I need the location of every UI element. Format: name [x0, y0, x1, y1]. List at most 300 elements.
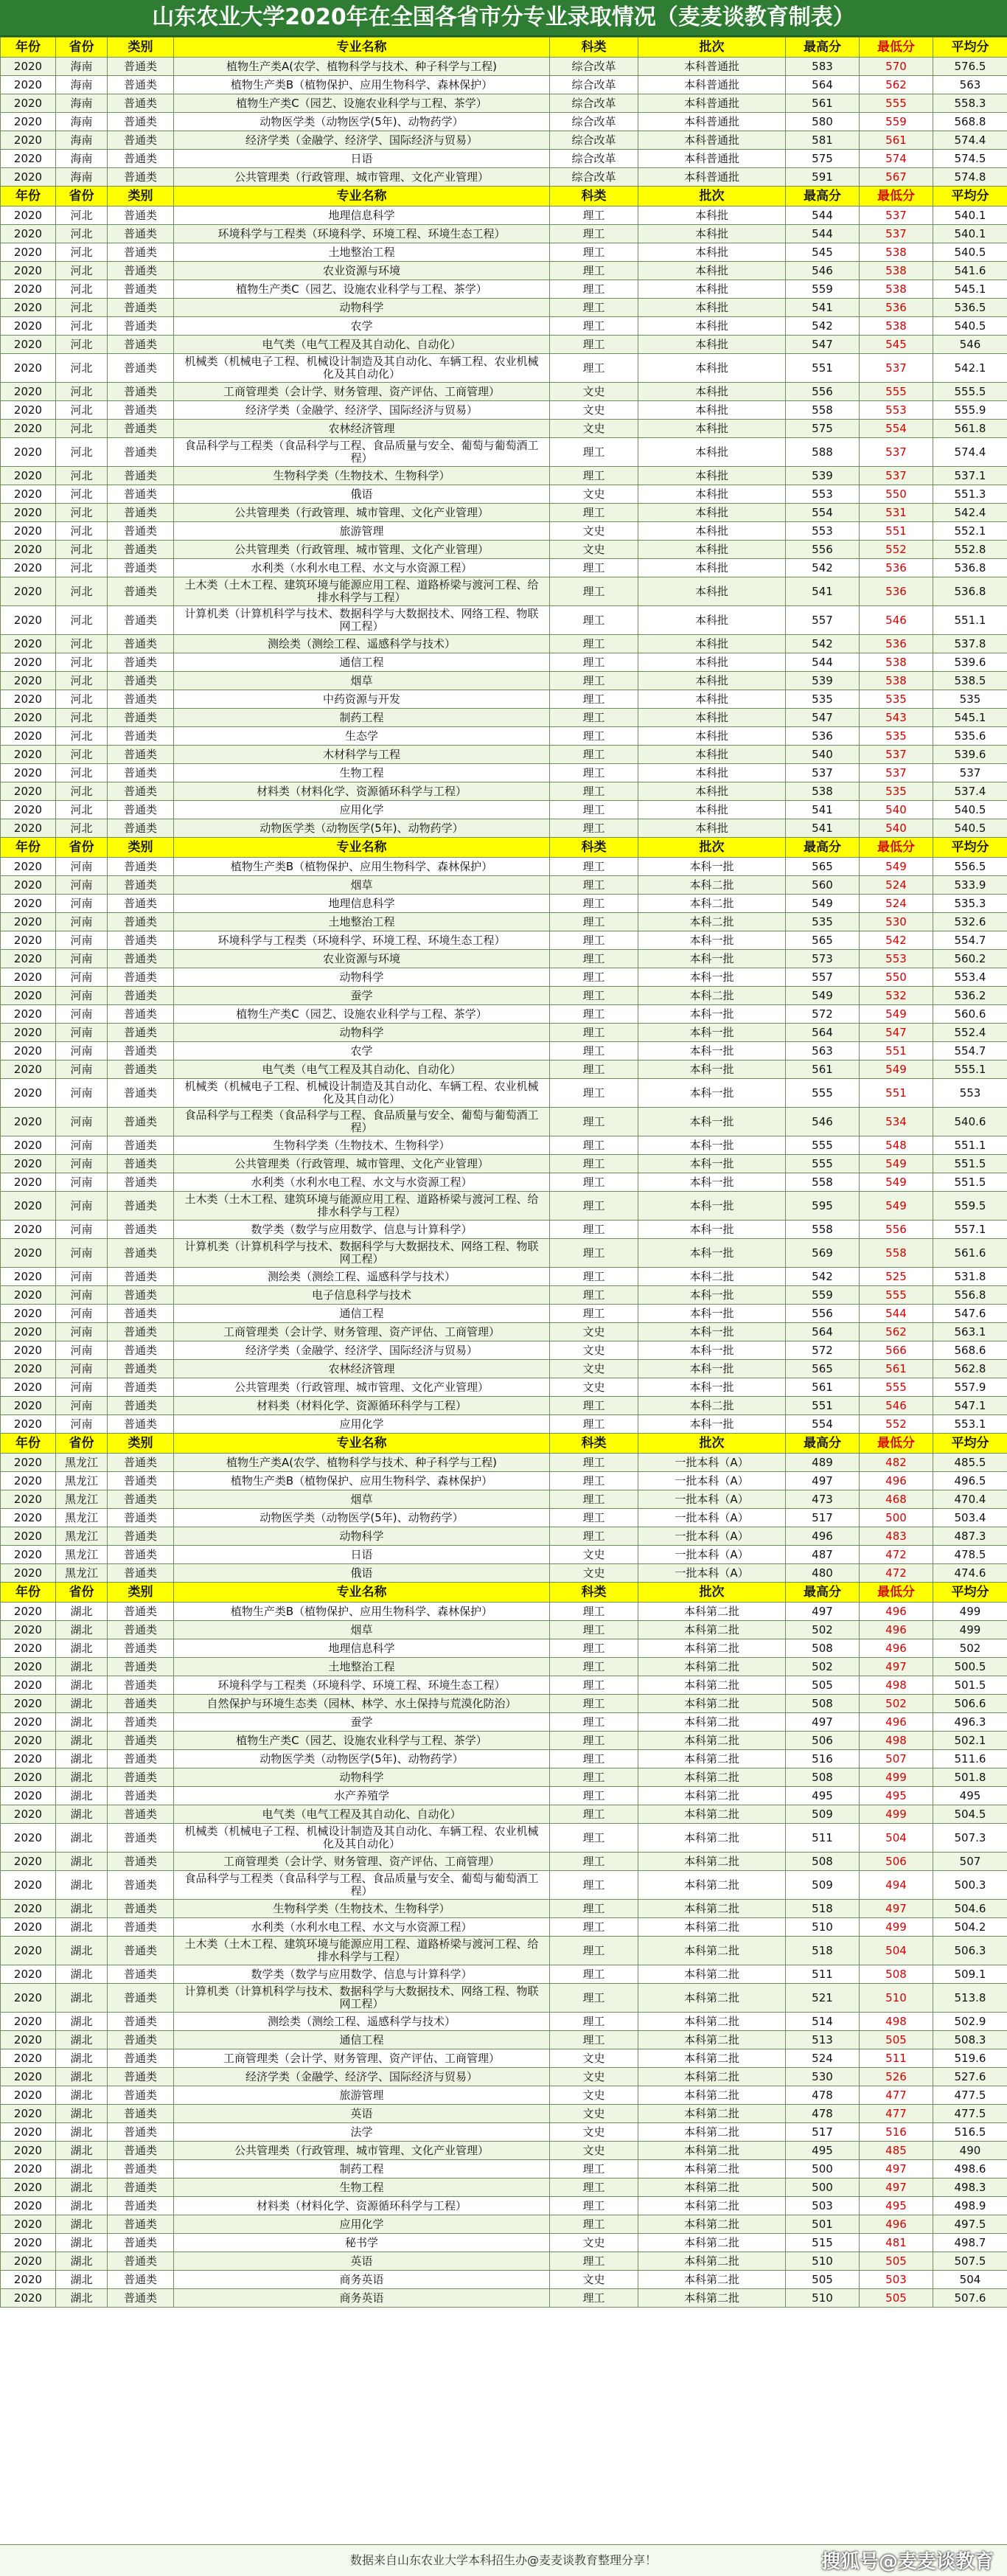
cell-category: 普通类 — [108, 1900, 174, 1918]
cell-subject: 理工 — [550, 206, 638, 225]
cell-min-score: 495 — [860, 1787, 933, 1805]
cell-avg-score: 562.8 — [933, 1360, 1007, 1378]
table-row — [1, 1360, 1007, 1378]
cell-subject: 理工 — [550, 1621, 638, 1639]
cell-min-score: 507 — [860, 1750, 933, 1768]
cell-max-score: 535 — [786, 690, 860, 709]
cell-category: 普通类 — [108, 819, 174, 838]
table-row — [1, 1713, 1007, 1732]
cell-year: 2020 — [1, 1472, 56, 1490]
cell-avg-score: 485.5 — [933, 1454, 1007, 1472]
cell-major: 地理信息科学 — [174, 895, 550, 913]
cell-max-score: 478 — [786, 2086, 860, 2105]
cell-major: 动物科学 — [174, 968, 550, 987]
cell-year: 2020 — [1, 1305, 56, 1323]
cell-avg-score: 531.8 — [933, 1268, 1007, 1286]
cell-min-score: 503 — [860, 2271, 933, 2289]
cell-province: 河南 — [56, 1173, 108, 1192]
cell-max-score: 510 — [786, 2289, 860, 2308]
cell-avg-score: 541.6 — [933, 262, 1007, 280]
header-major: 专业名称 — [174, 1434, 550, 1454]
cell-max-score: 524 — [786, 2049, 860, 2068]
cell-min-score: 537 — [860, 746, 933, 764]
cell-min-score: 536 — [860, 635, 933, 653]
cell-category: 普通类 — [108, 1824, 174, 1853]
table-row — [1, 1527, 1007, 1546]
header-subject: 科类 — [550, 1434, 638, 1454]
cell-major: 经济学类（金融学、经济学、国际经济与贸易） — [174, 401, 550, 420]
cell-batch: 本科第二批 — [638, 2086, 786, 2105]
cell-province: 河南 — [56, 950, 108, 968]
cell-max-score: 497 — [786, 1603, 860, 1621]
cell-avg-score: 551.1 — [933, 1136, 1007, 1155]
cell-province: 河北 — [56, 559, 108, 577]
table-row — [1, 1239, 1007, 1268]
cell-province: 河北 — [56, 746, 108, 764]
cell-min-score: 555 — [860, 94, 933, 113]
table-row — [1, 541, 1007, 559]
cell-province: 黑龙江 — [56, 1564, 108, 1583]
cell-major: 机械类（机械电子工程、机械设计制造及其自动化、车辆工程、农业机械化及其自动化） — [174, 1824, 550, 1853]
header-province: 省份 — [56, 1583, 108, 1603]
cell-avg-score: 551.1 — [933, 606, 1007, 635]
cell-year: 2020 — [1, 1824, 56, 1853]
cell-avg-score: 507.6 — [933, 2289, 1007, 2308]
cell-year: 2020 — [1, 2086, 56, 2105]
cell-category: 普通类 — [108, 1268, 174, 1286]
cell-category: 普通类 — [108, 727, 174, 746]
cell-major: 植物生产类B（植物保护、应用生物科学、森林保护） — [174, 858, 550, 876]
cell-category: 普通类 — [108, 1136, 174, 1155]
cell-major: 公共管理类（行政管理、城市管理、文化产业管理） — [174, 1378, 550, 1397]
cell-min-score: 546 — [860, 1397, 933, 1415]
cell-year: 2020 — [1, 1509, 56, 1527]
cell-year: 2020 — [1, 168, 56, 187]
cell-batch: 本科第二批 — [638, 2123, 786, 2142]
table-row — [1, 727, 1007, 746]
cell-min-score: 524 — [860, 895, 933, 913]
cell-max-score: 575 — [786, 150, 860, 168]
cell-year: 2020 — [1, 336, 56, 354]
table-row — [1, 243, 1007, 262]
cell-subject: 文史 — [550, 2105, 638, 2123]
cell-max-score: 547 — [786, 709, 860, 727]
header-row — [1, 1583, 1007, 1603]
table-row — [1, 1732, 1007, 1750]
cell-major: 公共管理类（行政管理、城市管理、文化产业管理） — [174, 2142, 550, 2160]
cell-province: 湖北 — [56, 1918, 108, 1937]
cell-max-score: 539 — [786, 467, 860, 485]
cell-avg-score: 542.4 — [933, 504, 1007, 522]
cell-major: 俄语 — [174, 1564, 550, 1583]
cell-subject: 理工 — [550, 1603, 638, 1621]
cell-min-score: 497 — [860, 1900, 933, 1918]
cell-major: 电气类（电气工程及其自动化、自动化） — [174, 1805, 550, 1824]
cell-subject: 综合改革 — [550, 131, 638, 150]
cell-min-score: 511 — [860, 2049, 933, 2068]
cell-avg-score: 503.4 — [933, 1509, 1007, 1527]
cell-major: 烟草 — [174, 876, 550, 895]
cell-category: 普通类 — [108, 1527, 174, 1546]
cell-max-score: 554 — [786, 504, 860, 522]
cell-province: 黑龙江 — [56, 1509, 108, 1527]
cell-batch: 本科批 — [638, 383, 786, 401]
cell-batch: 本科第二批 — [638, 2049, 786, 2068]
cell-batch: 本科第二批 — [638, 2105, 786, 2123]
cell-category: 普通类 — [108, 782, 174, 801]
cell-category: 普通类 — [108, 1454, 174, 1472]
cell-batch: 本科第二批 — [638, 1639, 786, 1658]
cell-max-score: 503 — [786, 2197, 860, 2215]
cell-avg-score: 495 — [933, 1787, 1007, 1805]
header-major: 专业名称 — [174, 1583, 550, 1603]
cell-batch: 本科第二批 — [638, 2068, 786, 2086]
table-row — [1, 354, 1007, 383]
cell-category: 普通类 — [108, 2252, 174, 2271]
cell-province: 湖北 — [56, 2142, 108, 2160]
cell-avg-score: 513.8 — [933, 1984, 1007, 2013]
cell-province: 湖北 — [56, 2086, 108, 2105]
cell-year: 2020 — [1, 1360, 56, 1378]
cell-avg-score: 547.6 — [933, 1305, 1007, 1323]
cell-subject: 理工 — [550, 1136, 638, 1155]
cell-avg-score: 563 — [933, 76, 1007, 94]
cell-avg-score: 502.1 — [933, 1732, 1007, 1750]
cell-year: 2020 — [1, 317, 56, 336]
cell-batch: 本科一批 — [638, 1305, 786, 1323]
cell-major: 俄语 — [174, 485, 550, 504]
table-row — [1, 1603, 1007, 1621]
cell-year: 2020 — [1, 1155, 56, 1173]
cell-min-score: 549 — [860, 1155, 933, 1173]
cell-subject: 文史 — [550, 1360, 638, 1378]
cell-category: 普通类 — [108, 1713, 174, 1732]
cell-major: 经济学类（金融学、经济学、国际经济与贸易） — [174, 131, 550, 150]
cell-year: 2020 — [1, 2123, 56, 2142]
cell-avg-score: 477.5 — [933, 2105, 1007, 2123]
cell-category: 普通类 — [108, 504, 174, 522]
cell-major: 动物科学 — [174, 299, 550, 317]
cell-subject: 理工 — [550, 606, 638, 635]
table-row — [1, 1918, 1007, 1937]
cell-avg-score: 556.8 — [933, 1286, 1007, 1305]
cell-year: 2020 — [1, 1787, 56, 1805]
cell-category: 普通类 — [108, 858, 174, 876]
cell-major: 材料类（材料化学、资源循环科学与工程） — [174, 782, 550, 801]
cell-min-score: 531 — [860, 504, 933, 522]
header-min-score: 最低分 — [860, 838, 933, 858]
cell-major: 公共管理类（行政管理、城市管理、文化产业管理） — [174, 541, 550, 559]
cell-min-score: 496 — [860, 1603, 933, 1621]
table-row — [1, 131, 1007, 150]
cell-avg-score: 527.6 — [933, 2068, 1007, 2086]
cell-year: 2020 — [1, 1695, 56, 1713]
cell-province: 河北 — [56, 635, 108, 653]
cell-max-score: 572 — [786, 1341, 860, 1360]
cell-year: 2020 — [1, 1918, 56, 1937]
cell-category: 普通类 — [108, 1005, 174, 1024]
table-row — [1, 1108, 1007, 1136]
cell-min-score: 494 — [860, 1871, 933, 1900]
cell-batch: 本科批 — [638, 317, 786, 336]
cell-year: 2020 — [1, 858, 56, 876]
cell-batch: 一批本科（A） — [638, 1546, 786, 1564]
cell-category: 普通类 — [108, 131, 174, 150]
cell-subject: 理工 — [550, 858, 638, 876]
cell-province: 河北 — [56, 420, 108, 438]
cell-avg-score: 496.3 — [933, 1713, 1007, 1732]
cell-category: 普通类 — [108, 931, 174, 950]
header-avg-score: 平均分 — [933, 838, 1007, 858]
cell-province: 河北 — [56, 438, 108, 467]
table-row — [1, 225, 1007, 243]
cell-major: 食品科学与工程类（食品科学与工程、食品质量与安全、葡萄与葡萄酒工程） — [174, 438, 550, 467]
cell-year: 2020 — [1, 801, 56, 819]
cell-year: 2020 — [1, 1639, 56, 1658]
cell-max-score: 551 — [786, 1397, 860, 1415]
cell-category: 普通类 — [108, 1564, 174, 1583]
table-row — [1, 895, 1007, 913]
cell-subject: 理工 — [550, 2179, 638, 2197]
cell-category: 普通类 — [108, 746, 174, 764]
table-row — [1, 504, 1007, 522]
cell-major: 应用化学 — [174, 2215, 550, 2234]
cell-province: 河南 — [56, 1108, 108, 1136]
cell-category: 普通类 — [108, 1024, 174, 1042]
cell-category: 普通类 — [108, 577, 174, 606]
cell-min-score: 481 — [860, 2234, 933, 2252]
cell-batch: 本科一批 — [638, 1060, 786, 1079]
cell-subject: 理工 — [550, 1871, 638, 1900]
header-row — [1, 187, 1007, 206]
cell-avg-score: 555.9 — [933, 401, 1007, 420]
table-row — [1, 1853, 1007, 1871]
cell-max-score: 508 — [786, 1639, 860, 1658]
cell-max-score: 541 — [786, 801, 860, 819]
cell-year: 2020 — [1, 1192, 56, 1221]
cell-avg-score: 506.6 — [933, 1695, 1007, 1713]
cell-avg-score: 553 — [933, 1079, 1007, 1108]
cell-max-score: 495 — [786, 2142, 860, 2160]
sheet-title: 山东农业大学2020年在全国各省市分专业录取情况（麦麦谈教育制表） — [0, 0, 1007, 37]
cell-batch: 本科批 — [638, 420, 786, 438]
cell-subject: 理工 — [550, 317, 638, 336]
cell-min-score: 525 — [860, 1268, 933, 1286]
cell-major: 法学 — [174, 2123, 550, 2142]
cell-avg-score: 545.1 — [933, 709, 1007, 727]
cell-max-score: 535 — [786, 913, 860, 931]
cell-min-score: 567 — [860, 168, 933, 187]
cell-province: 湖北 — [56, 2160, 108, 2179]
cell-avg-score: 540.1 — [933, 206, 1007, 225]
cell-min-score: 499 — [860, 1768, 933, 1787]
cell-batch: 本科一批 — [638, 1221, 786, 1239]
cell-max-score: 538 — [786, 782, 860, 801]
cell-subject: 理工 — [550, 2289, 638, 2308]
cell-max-score: 497 — [786, 1472, 860, 1490]
cell-category: 普通类 — [108, 420, 174, 438]
cell-max-score: 511 — [786, 1824, 860, 1853]
cell-subject: 文史 — [550, 2049, 638, 2068]
cell-batch: 本科批 — [638, 727, 786, 746]
cell-category: 普通类 — [108, 317, 174, 336]
cell-province: 湖北 — [56, 2234, 108, 2252]
cell-batch: 本科第二批 — [638, 2234, 786, 2252]
cell-avg-score: 536.8 — [933, 559, 1007, 577]
cell-year: 2020 — [1, 653, 56, 672]
table-row — [1, 1658, 1007, 1676]
cell-avg-score: 552.4 — [933, 1024, 1007, 1042]
cell-batch: 本科第二批 — [638, 2179, 786, 2197]
cell-subject: 理工 — [550, 950, 638, 968]
cell-category: 普通类 — [108, 1603, 174, 1621]
cell-batch: 本科普通批 — [638, 58, 786, 76]
cell-batch: 本科批 — [638, 690, 786, 709]
table-row — [1, 2086, 1007, 2105]
cell-batch: 一批本科（A） — [638, 1490, 786, 1509]
cell-subject: 理工 — [550, 2013, 638, 2031]
table-row — [1, 635, 1007, 653]
cell-subject: 文史 — [550, 522, 638, 541]
cell-province: 湖北 — [56, 1853, 108, 1871]
cell-avg-score: 551.5 — [933, 1155, 1007, 1173]
table-row — [1, 2252, 1007, 2271]
table-row — [1, 1564, 1007, 1583]
cell-avg-score: 559.5 — [933, 1192, 1007, 1221]
cell-subject: 理工 — [550, 1490, 638, 1509]
cell-avg-score: 502.9 — [933, 2013, 1007, 2031]
cell-batch: 一批本科（A） — [638, 1472, 786, 1490]
cell-year: 2020 — [1, 895, 56, 913]
cell-min-score: 505 — [860, 2031, 933, 2049]
cell-category: 普通类 — [108, 1378, 174, 1397]
cell-subject: 理工 — [550, 968, 638, 987]
cell-year: 2020 — [1, 1750, 56, 1768]
cell-min-score: 544 — [860, 1305, 933, 1323]
cell-subject: 文史 — [550, 541, 638, 559]
cell-category: 普通类 — [108, 653, 174, 672]
table-row — [1, 383, 1007, 401]
cell-batch: 本科普通批 — [638, 76, 786, 94]
cell-avg-score: 568.6 — [933, 1341, 1007, 1360]
cell-province: 河北 — [56, 299, 108, 317]
cell-subject: 理工 — [550, 1415, 638, 1434]
cell-subject: 理工 — [550, 727, 638, 746]
cell-province: 海南 — [56, 94, 108, 113]
table-row — [1, 1221, 1007, 1239]
cell-province: 黑龙江 — [56, 1546, 108, 1564]
table-row — [1, 280, 1007, 299]
cell-year: 2020 — [1, 968, 56, 987]
cell-category: 普通类 — [108, 1239, 174, 1268]
cell-category: 普通类 — [108, 1768, 174, 1787]
cell-major: 木材科学与工程 — [174, 746, 550, 764]
cell-max-score: 500 — [786, 2160, 860, 2179]
cell-batch: 本科批 — [638, 206, 786, 225]
cell-subject: 理工 — [550, 1787, 638, 1805]
cell-avg-score: 540.1 — [933, 225, 1007, 243]
cell-batch: 本科一批 — [638, 1415, 786, 1434]
cell-subject: 文史 — [550, 1564, 638, 1583]
cell-max-score: 559 — [786, 280, 860, 299]
table-row — [1, 2013, 1007, 2031]
cell-max-score: 511 — [786, 1965, 860, 1984]
cell-max-score: 542 — [786, 635, 860, 653]
cell-avg-score: 508.3 — [933, 2031, 1007, 2049]
cell-batch: 本科批 — [638, 299, 786, 317]
cell-avg-score: 535.6 — [933, 727, 1007, 746]
cell-subject: 文史 — [550, 2271, 638, 2289]
cell-subject: 理工 — [550, 819, 638, 838]
cell-min-score: 508 — [860, 1965, 933, 1984]
cell-min-score: 538 — [860, 672, 933, 690]
cell-province: 河北 — [56, 401, 108, 420]
cell-min-score: 468 — [860, 1490, 933, 1509]
cell-min-score: 536 — [860, 299, 933, 317]
cell-avg-score: 551.5 — [933, 1173, 1007, 1192]
cell-year: 2020 — [1, 672, 56, 690]
table-row — [1, 401, 1007, 420]
cell-province: 河北 — [56, 727, 108, 746]
cell-max-score: 555 — [786, 1155, 860, 1173]
cell-year: 2020 — [1, 2179, 56, 2197]
cell-subject: 理工 — [550, 653, 638, 672]
cell-batch: 本科第二批 — [638, 1853, 786, 1871]
cell-batch: 本科批 — [638, 746, 786, 764]
cell-category: 普通类 — [108, 206, 174, 225]
cell-subject: 理工 — [550, 1042, 638, 1060]
cell-max-score: 583 — [786, 58, 860, 76]
table-row — [1, 1965, 1007, 1984]
table-row — [1, 931, 1007, 950]
cell-avg-score: 511.6 — [933, 1750, 1007, 1768]
cell-min-score: 538 — [860, 280, 933, 299]
header-year: 年份 — [1, 1434, 56, 1454]
cell-province: 河北 — [56, 606, 108, 635]
header-min-score: 最低分 — [860, 1583, 933, 1603]
cell-category: 普通类 — [108, 1079, 174, 1108]
cell-max-score: 561 — [786, 94, 860, 113]
cell-category: 普通类 — [108, 1546, 174, 1564]
table-row — [1, 1695, 1007, 1713]
cell-subject: 综合改革 — [550, 58, 638, 76]
cell-year: 2020 — [1, 299, 56, 317]
table-row — [1, 168, 1007, 187]
cell-major: 旅游管理 — [174, 522, 550, 541]
cell-category: 普通类 — [108, 1509, 174, 1527]
cell-province: 河南 — [56, 913, 108, 931]
cell-category: 普通类 — [108, 1695, 174, 1713]
cell-max-score: 505 — [786, 2271, 860, 2289]
cell-subject: 理工 — [550, 1639, 638, 1658]
cell-batch: 一批本科（A） — [638, 1509, 786, 1527]
cell-avg-score: 498.3 — [933, 2179, 1007, 2197]
cell-min-score: 497 — [860, 2160, 933, 2179]
cell-subject: 理工 — [550, 1192, 638, 1221]
header-min-score: 最低分 — [860, 1434, 933, 1454]
cell-min-score: 549 — [860, 1060, 933, 1079]
cell-year: 2020 — [1, 1805, 56, 1824]
header-category: 类别 — [108, 1434, 174, 1454]
cell-year: 2020 — [1, 354, 56, 383]
cell-year: 2020 — [1, 2105, 56, 2123]
header-category: 类别 — [108, 838, 174, 858]
cell-batch: 本科普通批 — [638, 131, 786, 150]
cell-batch: 本科批 — [638, 559, 786, 577]
cell-min-score: 496 — [860, 2215, 933, 2234]
cell-min-score: 536 — [860, 577, 933, 606]
cell-batch: 本科一批 — [638, 1024, 786, 1042]
